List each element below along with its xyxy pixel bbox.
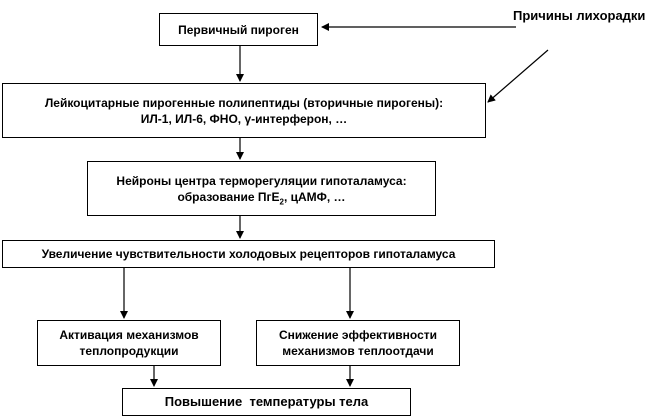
causes-of-fever-label bbox=[513, 8, 645, 24]
primary-pyrogen-text: Первичный пироген bbox=[178, 22, 299, 37]
sensitivity-text: Увеличение чувствительности холодовых рецепторов гипоталамуса bbox=[41, 247, 456, 261]
body-temperature-rise-box bbox=[122, 388, 411, 416]
neurons-line-2 bbox=[177, 189, 345, 205]
neurons-line-2-subscript: 2 bbox=[279, 196, 284, 206]
activation-line-2: теплопродукции bbox=[79, 344, 179, 358]
leukocyte-line-1: Лейкоцитарные пирогенные полипептиды (вторичные пирогены): bbox=[44, 95, 444, 110]
result-text: Повышение температуры тела bbox=[164, 394, 369, 409]
neurons-line-2-suffix: , цАМФ, … bbox=[283, 189, 346, 204]
leukocyte-line-2: ИЛ-1, ИЛ-6, ФНО, γ-интерферон, … bbox=[140, 111, 348, 126]
heat-loss-reduction-box bbox=[256, 320, 460, 366]
cold-receptor-sensitivity-box bbox=[2, 240, 495, 268]
activation-line-1: Активация механизмов bbox=[59, 328, 199, 342]
leukocyte-polypeptides-box bbox=[2, 83, 486, 138]
causes-line-2: лихорадки bbox=[576, 8, 645, 23]
causes-line-1: Причины bbox=[513, 8, 573, 23]
primary-pyrogen-box bbox=[159, 13, 318, 46]
heat-production-activation-box bbox=[37, 320, 221, 366]
thermoregulation-neurons-box bbox=[87, 161, 436, 216]
neurons-line-1: Нейроны центра терморегуляции гипоталамуса: bbox=[116, 173, 407, 188]
arrow-causes-to-leukocyte bbox=[488, 50, 548, 102]
reduction-line-2: механизмов теплоотдачи bbox=[282, 344, 434, 358]
reduction-line-1: Снижение эффективности bbox=[278, 328, 438, 342]
neurons-line-2-prefix: образование ПгЕ bbox=[177, 189, 280, 204]
